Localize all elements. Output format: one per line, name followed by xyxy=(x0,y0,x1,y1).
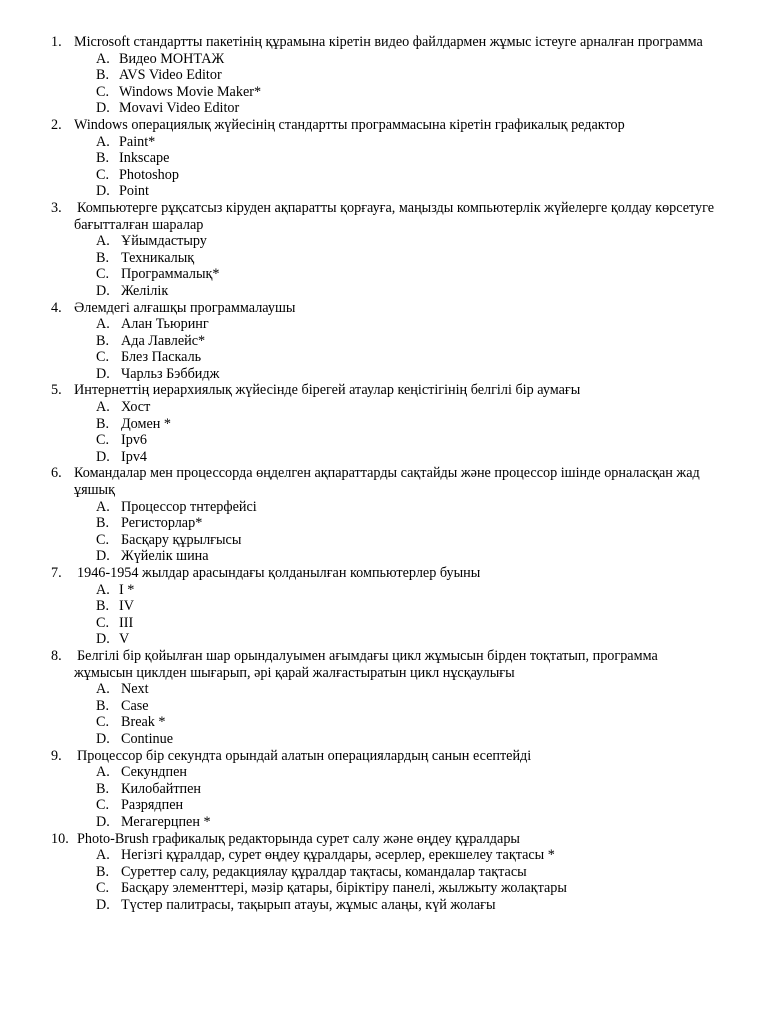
question-number: 7. xyxy=(51,565,62,581)
option-c xyxy=(0,880,768,897)
option-c xyxy=(0,432,768,449)
option-b xyxy=(0,250,768,267)
option-letter: A. xyxy=(96,847,110,864)
option-letter: B. xyxy=(96,67,110,84)
question-number: 4. xyxy=(51,299,62,316)
option-b xyxy=(0,150,768,167)
option-letter: B. xyxy=(96,515,110,532)
option-text: Ipv4 xyxy=(121,448,148,465)
option-text: Басқару элементтері, мәзір қатары, біріктіру панелі, жылжыту жолақтары xyxy=(121,880,567,897)
option-letter: C. xyxy=(96,614,110,631)
question-number: 8. xyxy=(51,647,62,664)
option-text: Жүйелік шина xyxy=(121,548,209,565)
option-text: Разрядпен xyxy=(121,797,184,814)
question-number: 1. xyxy=(51,34,62,50)
option-a xyxy=(0,51,768,68)
option-text: Point xyxy=(119,183,149,200)
option-text: Windows Movie Maker* xyxy=(119,83,262,100)
option-letter: C. xyxy=(96,714,110,731)
option-letter: C. xyxy=(96,797,110,814)
option-a xyxy=(0,582,768,599)
option-text: Негізгі құралдар, сурет өңдеу құралдары, әсерлер, ерекшелеу тақтасы * xyxy=(121,847,555,864)
option-a xyxy=(0,399,768,416)
question-text: 1946-1954 жылдар арасындағы қолданылған компьютерлер буыны xyxy=(77,565,481,581)
question-text: Белгілі бір қойылған шар орындалуымен ағымдағы цикл жұмысын бірден тоқтатып, программа жұмысын циклден шығарып, әрі қарай жалғастыратын цикл нұсқаулығы xyxy=(74,647,658,681)
option-letter: B. xyxy=(96,249,110,266)
option-text: Видео МОНТАЖ xyxy=(119,50,225,67)
question-2 xyxy=(0,117,768,134)
question-number: 9. xyxy=(51,747,62,764)
option-d xyxy=(0,814,768,831)
question-text: Әлемдегі алғашқы программалаушы xyxy=(74,299,296,316)
option-text: Түстер палитрасы, тақырып атауы, жұмыс алаңы, күй жолағы xyxy=(121,896,496,913)
option-letter: B. xyxy=(96,598,110,615)
option-a xyxy=(0,316,768,333)
option-text: Программалық* xyxy=(121,266,220,283)
question-text: Интернеттің иерархиялық жүйесінде бірегей атаулар кеңістігінің белгілі бір аумағы xyxy=(74,382,581,399)
question-text: Photo-Brush графикалық редакторында сурет салу және өңдеу құралдары xyxy=(77,830,520,847)
option-letter: D. xyxy=(96,448,110,465)
option-letter: C. xyxy=(96,349,110,366)
option-letter: A. xyxy=(96,399,110,416)
question-6 xyxy=(0,465,768,498)
option-c xyxy=(0,797,768,814)
option-d xyxy=(0,897,768,914)
option-letter: A. xyxy=(96,498,110,515)
question-text: Windows операциялық жүйесінің стандартты программасына кіретін графикалық редактор xyxy=(74,116,625,133)
option-text: Break * xyxy=(121,714,166,731)
option-letter: B. xyxy=(96,863,110,880)
option-text: Процессор тнтерфейсі xyxy=(121,498,257,515)
option-letter: A. xyxy=(96,764,110,781)
option-letter: A. xyxy=(96,581,110,598)
option-text: Алан Тьюринг xyxy=(121,316,209,333)
option-c xyxy=(0,84,768,101)
question-number: 2. xyxy=(51,116,62,133)
option-d xyxy=(0,283,768,300)
option-d xyxy=(0,183,768,200)
option-text: IV xyxy=(119,598,134,615)
question-4 xyxy=(0,300,768,317)
option-text: Ада Лавлейс* xyxy=(121,332,206,349)
option-letter: D. xyxy=(96,730,110,747)
option-d xyxy=(0,449,768,466)
option-letter: A. xyxy=(96,233,110,250)
question-number: 6. xyxy=(51,465,62,482)
option-b xyxy=(0,515,768,532)
option-text: Paint* xyxy=(119,133,156,150)
option-letter: B. xyxy=(96,697,110,714)
option-letter: C. xyxy=(96,880,110,897)
option-text: Килобайтпен xyxy=(121,780,202,797)
option-text: Басқару құрылғысы xyxy=(121,531,242,548)
question-8 xyxy=(0,648,768,681)
option-a xyxy=(0,233,768,250)
option-text: Photoshop xyxy=(119,166,179,183)
option-letter: C. xyxy=(96,83,110,100)
question-9 xyxy=(0,748,768,765)
question-10 xyxy=(0,831,768,848)
option-letter: A. xyxy=(96,681,110,698)
option-text: Inkscape xyxy=(119,150,170,167)
option-text: Техникалық xyxy=(121,249,195,266)
option-b xyxy=(0,67,768,84)
option-letter: C. xyxy=(96,432,110,449)
option-c xyxy=(0,615,768,632)
option-letter: B. xyxy=(96,332,110,349)
option-text: V xyxy=(119,631,130,648)
option-letter: A. xyxy=(96,50,110,67)
option-b xyxy=(0,864,768,881)
option-text: Желілік xyxy=(121,282,169,299)
option-letter: A. xyxy=(96,133,110,150)
option-c xyxy=(0,532,768,549)
option-text: Мегагерцпен * xyxy=(121,813,211,830)
option-d xyxy=(0,631,768,648)
option-letter: D. xyxy=(96,896,110,913)
question-number: 3. xyxy=(51,199,62,216)
option-d xyxy=(0,100,768,117)
option-c xyxy=(0,167,768,184)
option-letter: D. xyxy=(96,365,110,382)
option-letter: C. xyxy=(96,266,110,283)
option-text: Чарльз Бэббидж xyxy=(121,365,220,382)
question-5 xyxy=(0,382,768,399)
option-text: Суреттер салу, редакциялау құралдар тақтасы, командалар тақтасы xyxy=(121,863,527,880)
option-text: Хост xyxy=(121,399,151,416)
option-letter: D. xyxy=(96,631,110,648)
document-page xyxy=(0,34,768,913)
option-letter: D. xyxy=(96,100,110,117)
option-text: Секундпен xyxy=(121,764,188,781)
question-number: 10. xyxy=(51,830,69,847)
option-b xyxy=(0,598,768,615)
question-text: Microsoft стандартты пакетінің құрамына кіретін видео файлдармен жұмыс істеуге арналған программа xyxy=(74,34,703,50)
option-a xyxy=(0,764,768,781)
option-a xyxy=(0,847,768,864)
option-text: Case xyxy=(121,697,149,714)
option-text: Домен * xyxy=(121,415,172,432)
option-b xyxy=(0,781,768,798)
option-text: I * xyxy=(119,581,135,598)
option-text: Блез Паскаль xyxy=(121,349,202,366)
option-letter: D. xyxy=(96,183,110,200)
option-a xyxy=(0,681,768,698)
option-text: III xyxy=(119,614,134,631)
option-a xyxy=(0,499,768,516)
option-d xyxy=(0,731,768,748)
question-text: Компьютерге рұқсатсыз кіруден ақпаратты қорғауға, маңызды компьютерлік жүйелерге қолдау көрсетуге бағытталған шаралар xyxy=(74,199,715,233)
option-text: Регисторлар* xyxy=(121,515,203,532)
question-text: Процессор бір секундта орындай алатын операциялардың санын есептейді xyxy=(77,747,532,764)
option-text: Ipv6 xyxy=(121,432,148,449)
question-1 xyxy=(0,34,768,51)
option-letter: C. xyxy=(96,531,110,548)
option-a xyxy=(0,134,768,151)
option-c xyxy=(0,266,768,283)
option-text: Next xyxy=(121,681,149,698)
option-b xyxy=(0,333,768,350)
question-7 xyxy=(0,565,768,582)
option-c xyxy=(0,349,768,366)
option-letter: B. xyxy=(96,780,110,797)
option-text: Ұйымдастыру xyxy=(121,233,207,250)
question-text: Командалар мен процессорда өңделген ақпараттарды сақтайды және процессор ішінде орналасқан жад ұяшық xyxy=(74,465,700,499)
option-letter: D. xyxy=(96,282,110,299)
option-b xyxy=(0,698,768,715)
question-3 xyxy=(0,200,768,233)
option-letter: D. xyxy=(96,548,110,565)
option-letter: C. xyxy=(96,166,110,183)
option-b xyxy=(0,416,768,433)
option-c xyxy=(0,714,768,731)
option-d xyxy=(0,366,768,383)
option-text: Movavi Video Editor xyxy=(119,100,240,117)
option-d xyxy=(0,548,768,565)
option-letter: A. xyxy=(96,316,110,333)
option-letter: B. xyxy=(96,150,110,167)
option-text: AVS Video Editor xyxy=(119,67,222,84)
option-letter: D. xyxy=(96,813,110,830)
option-letter: B. xyxy=(96,415,110,432)
question-number: 5. xyxy=(51,382,62,399)
option-text: Continue xyxy=(121,730,174,747)
